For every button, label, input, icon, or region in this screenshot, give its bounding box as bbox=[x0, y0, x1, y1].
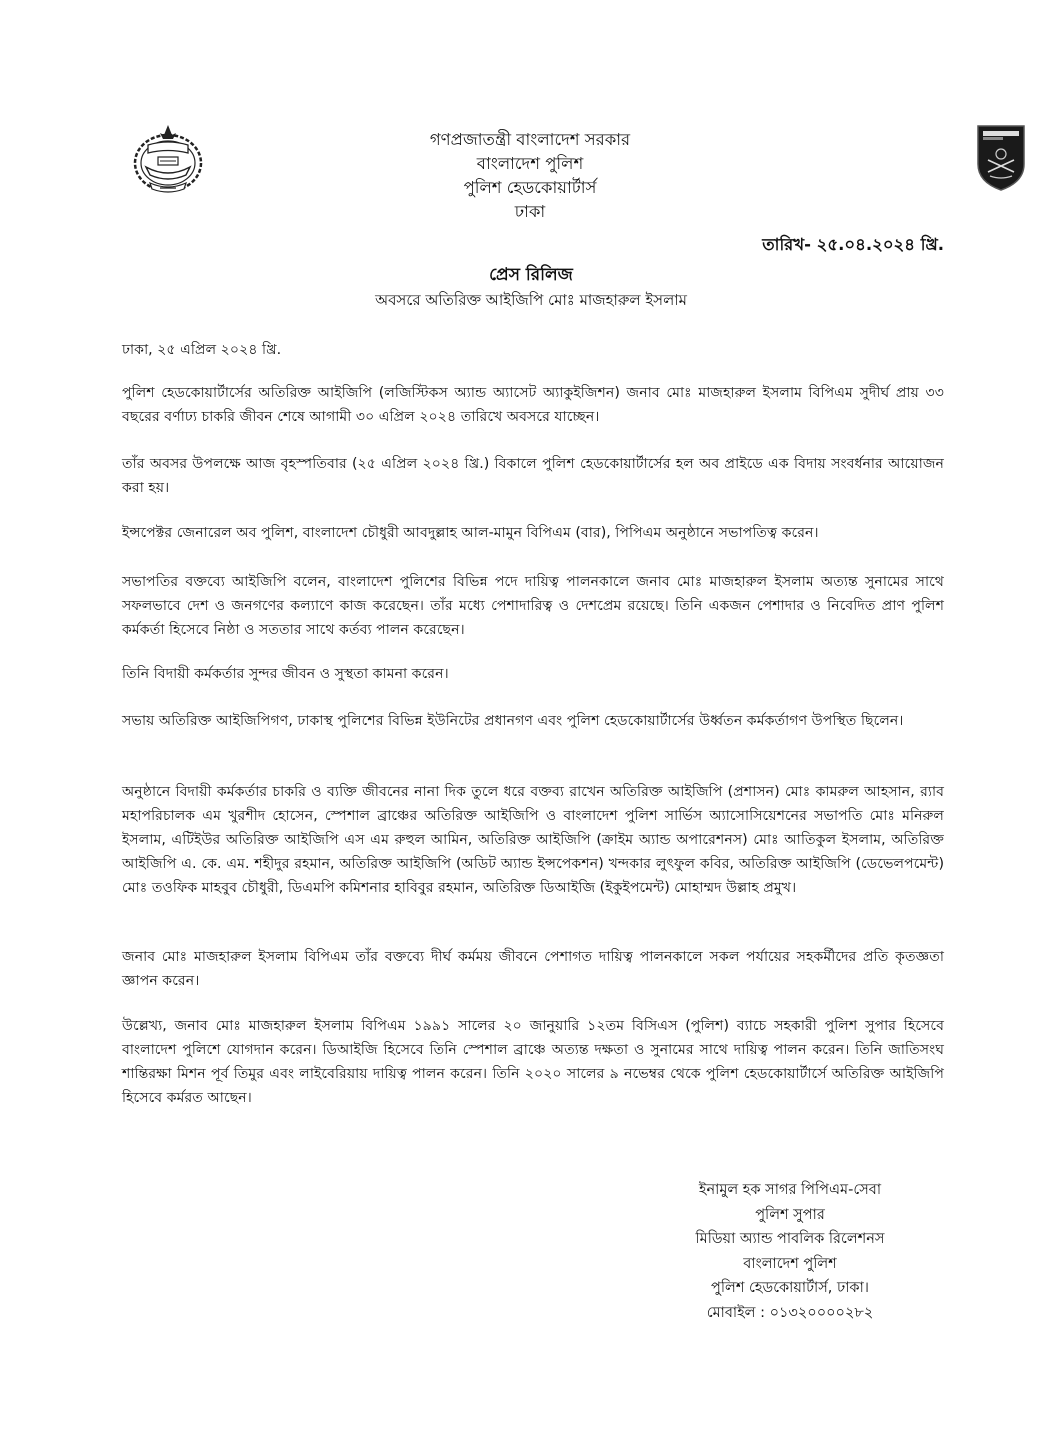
paragraph: ইন্সপেক্টর জেনারেল অব পুলিশ, বাংলাদেশ চৌধুরী আবদুল্লাহ আল-মামুন বিপিএম (বার), পিপিএম অনুষ্ঠানে সভাপতিত্ব করেন। bbox=[122, 525, 819, 541]
signatory-department: মিডিয়া অ্যান্ড পাবলিক রিলেশনস bbox=[695, 1231, 885, 1247]
letterhead bbox=[300, 128, 760, 224]
paragraph: সভায় অতিরিক্ত আইজিপিগণ, ঢাকাস্থ পুলিশের বিভিন্ন ইউনিটের প্রধানগণ এবং পুলিশ হেডকোয়ার্টার্সের উর্ধ্বতন কর্মকর্তাগণ উপস্থিত ছিলেন। bbox=[122, 713, 904, 729]
city-name: ঢাকা bbox=[514, 202, 546, 221]
signatory-name: ইনামুল হক সাগর পিপিএম-সেবা bbox=[698, 1182, 882, 1198]
paragraph: সভাপতির বক্তব্যে আইজিপি বলেন, বাংলাদেশ পুলিশের বিভিন্ন পদে দায়িত্ব পালনকালে জনাব মোঃ মাজহারুল ইসলাম অত্যন্ত সুনামের সাথে সফলভাবে দেশ ও জনগণের কল্যাণে কাজ করেছেন। তাঁর মধ্যে পেশাদারিত্ব ও দেশপ্রেম রয়েছে। তিনি একজন পেশাদার ও নিবেদিত প্রাণ পুলিশ কর্মকর্তা হিসেবে নিষ্ঠা ও সততার সাথে কর্তব্য পালন করেছেন। bbox=[122, 574, 944, 638]
police-shield-emblem-icon bbox=[976, 124, 1026, 192]
document-subtitle: অবসরে অতিরিক্ত আইজিপি মোঃ মাজহারুল ইসলাম bbox=[375, 291, 687, 309]
government-name: গণপ্রজাতন্ত্রী বাংলাদেশ সরকার bbox=[429, 130, 631, 149]
document-date: তারিখ- ২৫.০৪.২০২৪ খ্রি. bbox=[762, 235, 944, 254]
signatory-designation: পুলিশ সুপার bbox=[755, 1206, 825, 1223]
signature-block bbox=[640, 1178, 940, 1325]
signatory-organization: বাংলাদেশ পুলিশ bbox=[743, 1255, 837, 1272]
signatory-mobile: মোবাইল : ০১৩২০০০০২৮২ bbox=[706, 1304, 874, 1321]
organization-name: বাংলাদেশ পুলিশ bbox=[476, 154, 584, 173]
office-name: পুলিশ হেডকোয়ার্টার্স bbox=[463, 178, 597, 197]
paragraph: তাঁর অবসর উপলক্ষে আজ বৃহস্পতিবার (২৫ এপ্রিল ২০২৪ খ্রি.) বিকালে পুলিশ হেডকোয়ার্টার্সের হল অব প্রাইডে এক বিদায় সংবর্ধনার আয়োজন করা হয়। bbox=[122, 456, 944, 496]
dateline: ঢাকা, ২৫ এপ্রিল ২০২৪ খ্রি. bbox=[122, 342, 282, 358]
paragraph: উল্লেখ্য, জনাব মোঃ মাজহারুল ইসলাম বিপিএম ১৯৯১ সালের ২০ জানুয়ারি ১২তম বিসিএস (পুলিশ) ব্যাচে সহকারী পুলিশ সুপার হিসেবে বাংলাদেশ পুলিশে যোগদান করেন। ডিআইজি হিসেবে তিনি স্পেশাল ব্রাঞ্চে অত্যন্ত দক্ষতা ও সুনামের সাথে দায়িত্ব পালন করেন। তিনি জাতিসংঘ শান্তিরক্ষা মিশন পূর্ব তিমুর এবং লাইবেরিয়ায় দায়িত্ব পালন করেন। তিনি ২০২০ সালের ৯ নভেম্বর থেকে পুলিশ হেডকোয়ার্টার্সে অতিরিক্ত আইজিপি হিসেবে কর্মরত আছেন। bbox=[122, 1018, 944, 1106]
paragraph: পুলিশ হেডকোয়ার্টার্সের অতিরিক্ত আইজিপি (লজিস্টিকস অ্যান্ড অ্যাসেট অ্যাকুইজিশন) জনাব মোঃ মাজহারুল ইসলাম বিপিএম সুদীর্ঘ প্রায় ৩৩ বছরের বর্ণাঢ্য চাকরি জীবন শেষে আগামী ৩০ এপ্রিল ২০২৪ তারিখে অবসরে যাচ্ছেন। bbox=[122, 385, 944, 425]
paragraph: অনুষ্ঠানে বিদায়ী কর্মকর্তার চাকরি ও ব্যক্তি জীবনের নানা দিক তুলে ধরে বক্তব্য রাখেন অতিরিক্ত আইজিপি (প্রশাসন) মোঃ কামরুল আহসান, র‌্যাব মহাপরিচালক এম খুরশীদ হোসেন, স্পেশাল ব্রাঞ্চের অতিরিক্ত আইজিপি ও বাংলাদেশ পুলিশ সার্ভিস অ্যাসোসিয়েশনের সভাপতি মোঃ মনিরুল ইসলাম, এটিইউর অতিরিক্ত আইজিপি এস এম রুহুল আমিন, অতিরিক্ত আইজিপি (ক্রাইম অ্যান্ড অপারেশনস) মোঃ আতিকুল ইসলাম, অতিরিক্ত আইজিপি এ. কে. এম. শহীদুর রহমান, অতিরিক্ত আইজিপি (অডিট অ্যান্ড ইন্সপেকশন) খন্দকার লুৎফুল কবির, অতিরিক্ত আইজিপি (ডেভেলপমেন্ট) মোঃ তওফিক মাহবুব চৌধুরী, ডিএমপি কমিশনার হাবিবুর রহমান, অতিরিক্ত ডিআইজি (ইকুইপমেন্ট) মোহাম্মদ উল্লাহ প্রমুখ। bbox=[122, 784, 944, 896]
bangladesh-police-emblem-icon bbox=[130, 123, 206, 195]
document-title: প্রেস রিলিজ bbox=[489, 265, 573, 285]
paragraph: তিনি বিদায়ী কর্মকর্তার সুন্দর জীবন ও সুস্থতা কামনা করেন। bbox=[122, 666, 449, 682]
paragraph: জনাব মোঃ মাজহারুল ইসলাম বিপিএম তাঁর বক্তব্যে দীর্ঘ কর্মময় জীবনে পেশাগত দায়িত্ব পালনকালে সকল পর্যায়ের সহকর্মীদের প্রতি কৃতজ্ঞতা জ্ঞাপন করেন। bbox=[122, 949, 944, 989]
signatory-office: পুলিশ হেডকোয়ার্টার্স, ঢাকা। bbox=[711, 1280, 869, 1296]
